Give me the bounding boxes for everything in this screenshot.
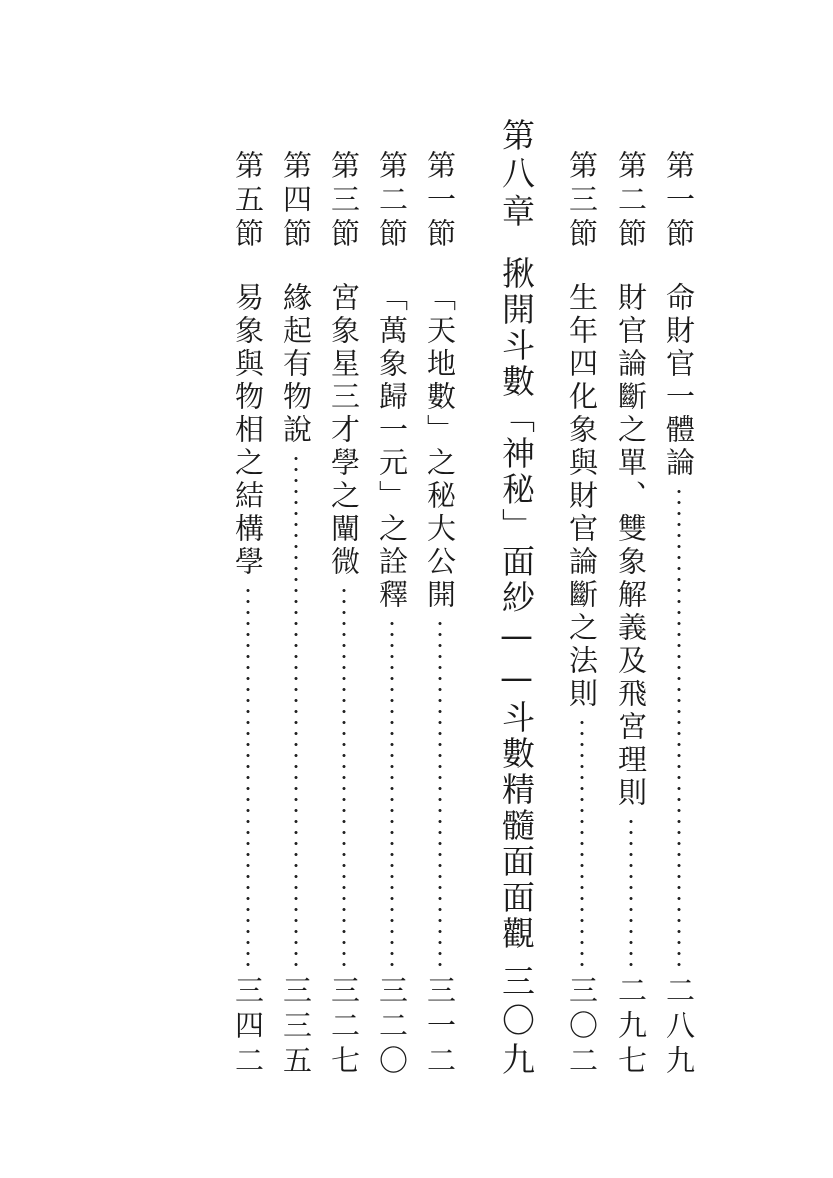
toc-entry-6 <box>370 150 414 1080</box>
page-number: 三一二 <box>423 975 457 1080</box>
dot-leader <box>677 486 681 969</box>
chapter-title: 揪開斗數「神秘」面紗——斗數精髓面面觀 <box>497 256 536 952</box>
toc-entry-9 <box>226 150 270 1080</box>
toc-entry-5 <box>418 150 462 1080</box>
chapter-heading <box>492 118 540 1081</box>
section-label: 第五節 <box>231 150 265 252</box>
section-label: 第二節 <box>614 150 648 252</box>
dot-leader <box>294 453 298 969</box>
page-number: 二九七 <box>614 975 648 1080</box>
chapter-label: 第八章 <box>497 118 536 232</box>
toc-entry-7 <box>322 150 366 1080</box>
section-label: 第一節 <box>423 150 457 252</box>
toc-entry-1 <box>657 150 701 1080</box>
page-number: 三三五 <box>279 975 313 1080</box>
page-number: 二八九 <box>662 975 696 1080</box>
dot-leader <box>390 618 394 969</box>
entry-title: 財官論斷之單、雙象解義及飛宮理則 <box>614 282 648 810</box>
entry-title: 「天地數」之秘大公開 <box>423 282 457 612</box>
dot-leader <box>438 618 442 969</box>
section-label: 第一節 <box>662 150 696 252</box>
dot-leader <box>246 585 250 969</box>
page-number: 三二七 <box>327 975 361 1080</box>
section-label: 第二節 <box>375 150 409 252</box>
page-number: 三二〇 <box>375 975 409 1080</box>
dot-leader <box>629 816 633 969</box>
section-label: 第四節 <box>279 150 313 252</box>
entry-title: 「萬象歸一元」之詮釋 <box>375 282 409 612</box>
entry-title: 宮象星三才學之闡微 <box>327 282 361 579</box>
page-number: 三四二 <box>231 975 265 1080</box>
dot-leader <box>580 717 584 969</box>
entry-title: 命財官一體論 <box>662 282 696 480</box>
entry-title: 緣起有物說 <box>279 282 313 447</box>
section-label: 第三節 <box>565 150 599 252</box>
entry-title: 生年四化象與財官論斷之法則 <box>565 282 599 711</box>
page-number: 三〇九 <box>497 964 536 1081</box>
page-number: 三〇二 <box>565 975 599 1080</box>
toc-entry-3 <box>560 150 604 1080</box>
entry-title: 易象與物相之結構學 <box>231 282 265 579</box>
toc-entry-8 <box>274 150 318 1080</box>
section-label: 第三節 <box>327 150 361 252</box>
dot-leader <box>342 585 346 969</box>
toc-entry-2 <box>609 150 653 1080</box>
